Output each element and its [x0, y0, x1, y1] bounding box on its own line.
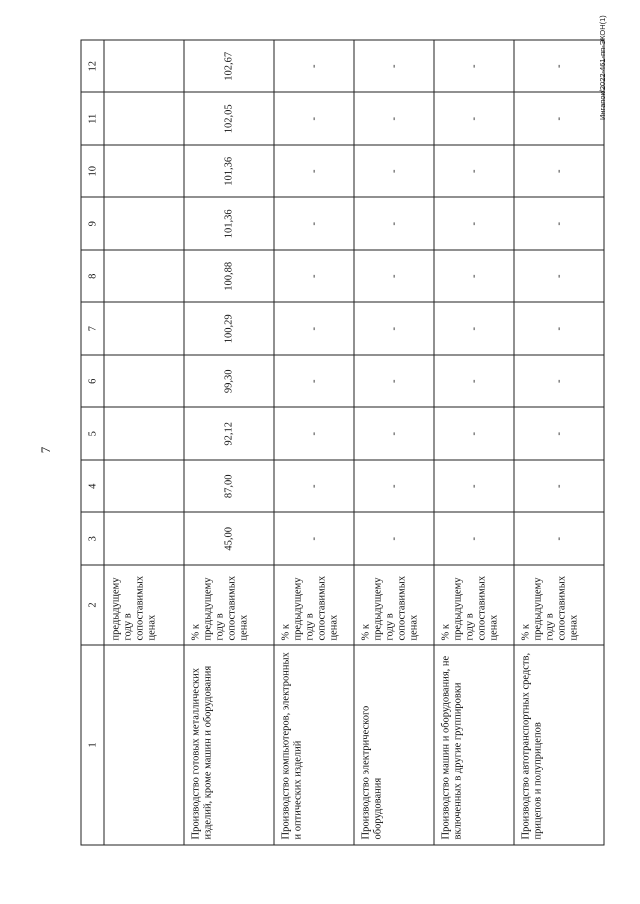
- value-cell: -: [514, 407, 604, 460]
- value-cell: [104, 355, 184, 408]
- value-cell: -: [274, 40, 354, 93]
- value-cell: -: [514, 145, 604, 198]
- value-cell: -: [274, 145, 354, 198]
- header-cell: 9: [81, 197, 104, 250]
- value-cell: [104, 407, 184, 460]
- indicator-name-cell: Производство готовых металлических изделий, кроме машин и оборудования: [184, 645, 274, 845]
- document-id-text: Ингапок/2022-461-пп-ЭКОН(1): [598, 15, 607, 120]
- value-cell: -: [514, 92, 604, 145]
- table-row: [434, 40, 514, 845]
- value-cell: -: [274, 302, 354, 355]
- value-cell: -: [274, 460, 354, 513]
- indicator-name-cell: Производство автотранспортных средств, прицепов и полуприцепов: [514, 645, 604, 845]
- value-cell: -: [434, 250, 514, 303]
- indicator-table: [80, 40, 580, 845]
- value-cell: -: [354, 250, 434, 303]
- value-cell: [104, 302, 184, 355]
- value-cell: 101,36: [184, 145, 274, 198]
- value-cell: -: [514, 250, 604, 303]
- unit-cell: предыдущему году в сопоставимых ценах: [104, 565, 184, 645]
- value-cell: -: [354, 302, 434, 355]
- value-cell: -: [274, 512, 354, 565]
- header-cell: 6: [81, 355, 104, 408]
- value-cell: -: [434, 302, 514, 355]
- header-cell: 12: [81, 40, 104, 93]
- value-cell: -: [354, 407, 434, 460]
- unit-cell: % к предыдущему году в сопоставимых ценах: [434, 565, 514, 645]
- table-row: [514, 40, 604, 845]
- value-cell: -: [274, 197, 354, 250]
- table-row: [104, 40, 184, 845]
- header-cell: 11: [81, 92, 104, 145]
- value-cell: -: [434, 197, 514, 250]
- value-cell: [104, 197, 184, 250]
- value-cell: -: [274, 355, 354, 408]
- value-cell: [104, 40, 184, 93]
- value-cell: -: [354, 40, 434, 93]
- value-cell: -: [514, 355, 604, 408]
- value-cell: -: [514, 40, 604, 93]
- value-cell: [104, 92, 184, 145]
- value-cell: 45,00: [184, 512, 274, 565]
- table-body: [104, 40, 604, 845]
- value-cell: [104, 460, 184, 513]
- header-cell: 8: [81, 250, 104, 303]
- page-number: 7: [38, 446, 53, 454]
- value-cell: -: [274, 407, 354, 460]
- indicator-name-cell: [104, 645, 184, 845]
- value-cell: 92,12: [184, 407, 274, 460]
- value-cell: -: [434, 407, 514, 460]
- value-cell: -: [434, 92, 514, 145]
- value-cell: 99,30: [184, 355, 274, 408]
- value-cell: [104, 512, 184, 565]
- indicator-name-cell: Производство машин и оборудования, не включенных в другие группировки: [434, 645, 514, 845]
- value-cell: -: [434, 460, 514, 513]
- table-row: [184, 40, 274, 845]
- value-cell: [104, 145, 184, 198]
- value-cell: -: [274, 250, 354, 303]
- value-cell: 100,29: [184, 302, 274, 355]
- value-cell: -: [434, 145, 514, 198]
- value-cell: 101,36: [184, 197, 274, 250]
- value-cell: [104, 250, 184, 303]
- header-cell: 3: [81, 512, 104, 565]
- header-cell: 4: [81, 460, 104, 513]
- value-cell: -: [514, 197, 604, 250]
- indicator-name-cell: Производство электрического оборудования: [354, 645, 434, 845]
- header-cell: 2: [81, 565, 104, 645]
- value-cell: -: [274, 92, 354, 145]
- header-cell: 5: [81, 407, 104, 460]
- value-cell: -: [434, 40, 514, 93]
- value-cell: -: [354, 512, 434, 565]
- value-cell: -: [434, 512, 514, 565]
- value-cell: -: [354, 145, 434, 198]
- value-cell: -: [354, 92, 434, 145]
- value-cell: 102,05: [184, 92, 274, 145]
- value-cell: 100,88: [184, 250, 274, 303]
- value-cell: -: [354, 355, 434, 408]
- data-table: [80, 39, 604, 845]
- header-row: [81, 40, 104, 845]
- value-cell: -: [514, 460, 604, 513]
- unit-cell: % к предыдущему году в сопоставимых ценах: [354, 565, 434, 645]
- table-row: [274, 40, 354, 845]
- value-cell: -: [354, 197, 434, 250]
- header-cell: 1: [81, 645, 104, 845]
- header-cell: 7: [81, 302, 104, 355]
- indicator-name-cell: Производство компьютеров, электронных и оптических изделий: [274, 645, 354, 845]
- value-cell: -: [514, 302, 604, 355]
- value-cell: -: [514, 512, 604, 565]
- table-row: [354, 40, 434, 845]
- value-cell: -: [434, 355, 514, 408]
- header-cell: 10: [81, 145, 104, 198]
- unit-cell: % к предыдущему году в сопоставимых ценах: [184, 565, 274, 645]
- value-cell: -: [354, 460, 434, 513]
- value-cell: 87,00: [184, 460, 274, 513]
- unit-cell: % к предыдущему году в сопоставимых ценах: [514, 565, 604, 645]
- unit-cell: % к предыдущему году в сопоставимых ценах: [274, 565, 354, 645]
- value-cell: 102,67: [184, 40, 274, 93]
